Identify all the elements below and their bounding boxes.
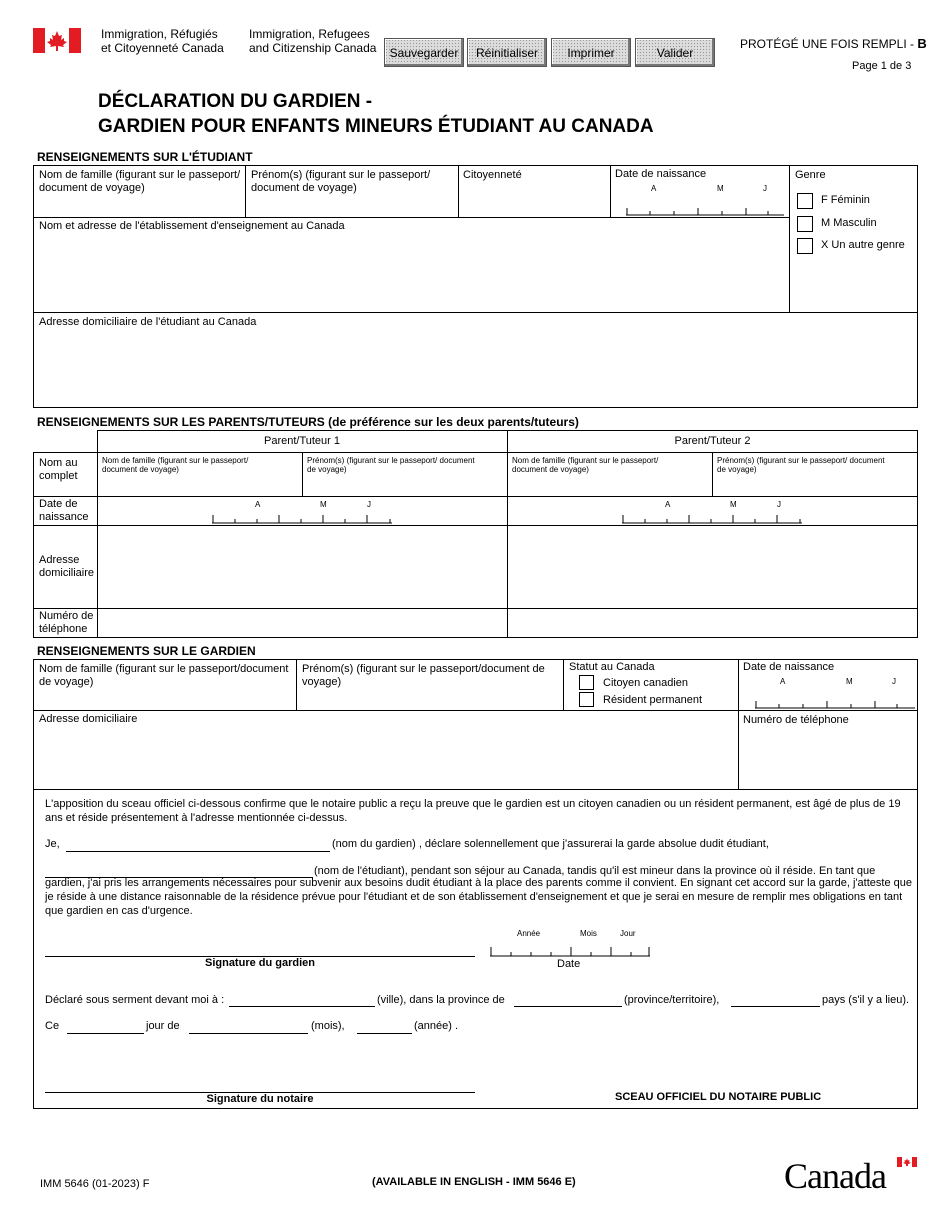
agency-en-line1: Immigration, Refugees bbox=[249, 27, 370, 41]
parent1-dob-day: J bbox=[367, 500, 371, 509]
guardian-name-hint: (nom du gardien) , déclare solennellement que j'assurerai la garde absolue dudit étudiant, bbox=[332, 838, 769, 850]
agency-fr-line2: et Citoyenneté Canada bbox=[101, 41, 224, 55]
student-citizenship-label: Citoyenneté bbox=[463, 169, 522, 181]
province-input[interactable] bbox=[514, 1006, 622, 1007]
protected-label bbox=[740, 36, 927, 52]
parent2-dob-month: M bbox=[730, 500, 737, 509]
parent2-dob-day: J bbox=[777, 500, 781, 509]
student-given-names-label: Prénom(s) (figurant sur le passeport/ document de voyage) bbox=[251, 169, 431, 194]
gender-female-checkbox[interactable] bbox=[797, 193, 813, 209]
parent2-family-name-label: Nom de famille (figurant sur le passeport/ document de voyage) bbox=[512, 456, 659, 474]
signature-date-month: Mois bbox=[580, 929, 597, 938]
form-title-line1: DÉCLARATION DU GARDIEN - bbox=[98, 91, 373, 112]
student-dob-label: Date de naissance bbox=[615, 168, 707, 180]
available-in-english: (AVAILABLE IN ENGLISH - IMM 5646 E) bbox=[372, 1176, 576, 1188]
parents-section-title: RENSEIGNEMENTS SUR LES PARENTS/TUTEURS (de préférence sur les deux parents/tuteurs) bbox=[37, 415, 579, 429]
student-home-address-label: Adresse domiciliaire de l'étudiant au Canada bbox=[39, 316, 257, 328]
canada-wordmark bbox=[784, 1156, 919, 1196]
guardian-dob-year: A bbox=[780, 677, 786, 686]
annee-hint: (année) . bbox=[414, 1020, 459, 1032]
guardian-dob-month: M bbox=[846, 677, 853, 686]
country-hint: pays (s'il y a lieu). bbox=[822, 994, 910, 1006]
student-school-label: Nom et adresse de l'établissement d'enseignement au Canada bbox=[39, 220, 345, 232]
student-section-title: RENSEIGNEMENTS SUR L'ÉTUDIANT bbox=[37, 150, 253, 164]
guardian-phone-label: Numéro de téléphone bbox=[743, 714, 849, 726]
jour-de-label: jour de bbox=[146, 1020, 180, 1032]
student-family-name-label: Nom de famille (figurant sur le passeport/ document de voyage) bbox=[39, 169, 241, 194]
wordmark-flag-icon bbox=[897, 1157, 917, 1167]
guardian-address-label: Adresse domiciliaire bbox=[39, 713, 138, 725]
parents-table bbox=[33, 452, 918, 638]
page-number: Page 1 de 3 bbox=[852, 60, 912, 72]
signature-date-year: Année bbox=[517, 929, 541, 938]
student-gender-label: Genre bbox=[795, 169, 826, 181]
form-number: IMM 5646 (01-2023) F bbox=[40, 1178, 150, 1190]
guardian-dob-input[interactable] bbox=[755, 697, 915, 709]
parent1-header: Parent/Tuteur 1 bbox=[263, 435, 341, 447]
parents-dob-label: Date de naissance bbox=[39, 498, 89, 523]
parents-full-name-label: Nom au complet bbox=[39, 457, 78, 482]
form-title-line2: GARDIEN POUR ENFANTS MINEURS ÉTUDIANT AU CANADA bbox=[98, 116, 654, 137]
guardian-dob-day: J bbox=[892, 677, 896, 686]
day-input[interactable] bbox=[67, 1033, 144, 1034]
parent2-dob-year: A bbox=[665, 500, 671, 509]
signature-date-day: Jour bbox=[620, 929, 636, 938]
agency-fr-line1: Immigration, Réfugiés bbox=[101, 27, 218, 41]
canada-wordmark-text: Canada bbox=[784, 1156, 886, 1196]
parent2-header: Parent/Tuteur 2 bbox=[674, 435, 751, 447]
parent1-dob-month: M bbox=[320, 500, 327, 509]
gender-male-checkbox[interactable] bbox=[797, 216, 813, 232]
print-button[interactable]: Imprimer bbox=[551, 38, 631, 67]
parent1-given-names-label: Prénom(s) (figurant sur le passeport/ document de voyage) bbox=[307, 456, 475, 474]
gender-male-label: M Masculin bbox=[821, 217, 877, 229]
protected-level: B bbox=[917, 36, 927, 51]
gender-other-label: X Un autre genre bbox=[821, 239, 905, 251]
parents-address-label: Adresse domiciliaire bbox=[39, 554, 95, 579]
notary-seal-caption: SCEAU OFFICIEL DU NOTAIRE PUBLIC bbox=[615, 1091, 822, 1103]
student-name-hint: (nom de l'étudiant), pendant son séjour au Canada, tandis qu'il est mineur dans la province où il réside. En tant que bbox=[314, 865, 876, 877]
parents-phone-label: Numéro de téléphone bbox=[39, 610, 94, 635]
parent1-dob-input[interactable] bbox=[212, 512, 392, 524]
permanent-resident-checkbox[interactable] bbox=[579, 692, 594, 707]
guardian-family-name-label: Nom de famille (figurant sur le passeport/document de voyage) bbox=[39, 663, 289, 688]
gender-other-checkbox[interactable] bbox=[797, 238, 813, 254]
save-button[interactable]: Sauvegarder bbox=[384, 38, 464, 67]
gender-female-label: F Féminin bbox=[821, 194, 870, 206]
protected-text: PROTÉGÉ UNE FOIS REMPLI - bbox=[740, 37, 918, 51]
province-hint: (province/territoire), bbox=[624, 994, 720, 1006]
validate-button[interactable]: Valider bbox=[635, 38, 715, 67]
notary-signature-caption: Signature du notaire bbox=[206, 1093, 314, 1105]
declaration-paragraph: gardien, j'ai pris les arrangements nécessaires pour subvenir aux besoins dudit étudiant à la place des parents comme il convient. En signant cet accord sur la garde, j'atteste que je réside à une distance raisonnable de la résidence prévue pour l'étudiant et de son établissement d'enseignement et que je serai en mesure de remplir mes obligations en tant que gardien en cas d'urgence. bbox=[45, 877, 912, 917]
signature-date-input[interactable] bbox=[490, 943, 650, 957]
citizen-label: Citoyen canadien bbox=[603, 677, 689, 689]
parent1-family-name-label: Nom de famille (figurant sur le passeport/ document de voyage) bbox=[102, 456, 249, 474]
mois-hint: (mois), bbox=[311, 1020, 345, 1032]
citizen-checkbox[interactable] bbox=[579, 675, 594, 690]
month-input[interactable] bbox=[189, 1033, 308, 1034]
declaration-je: Je, bbox=[45, 838, 60, 850]
student-dob-day: J bbox=[763, 184, 767, 193]
guardian-name-input[interactable] bbox=[66, 851, 330, 852]
parent1-dob-year: A bbox=[255, 500, 261, 509]
guardian-section-title: RENSEIGNEMENTS SUR LE GARDIEN bbox=[37, 644, 256, 658]
student-dob-input[interactable] bbox=[626, 204, 784, 216]
city-input[interactable] bbox=[229, 1006, 375, 1007]
student-section-box bbox=[33, 165, 918, 408]
permanent-resident-label: Résident permanent bbox=[603, 694, 703, 706]
ce-label: Ce bbox=[45, 1020, 60, 1032]
date-caption: Date bbox=[557, 958, 581, 970]
year-input[interactable] bbox=[357, 1033, 412, 1034]
student-dob-year: A bbox=[651, 184, 657, 193]
parent2-given-names-label: Prénom(s) (figurant sur le passeport/ document de voyage) bbox=[717, 456, 885, 474]
student-dob-month: M bbox=[717, 184, 724, 193]
canada-flag-icon bbox=[33, 28, 81, 53]
guardian-given-names-label: Prénom(s) (figurant sur le passeport/document de voyage) bbox=[302, 663, 545, 688]
seal-confirmation-text: L'apposition du sceau officiel ci-dessous confirme que le notaire public a reçu la preuve que le gardien est un citoyen canadien ou un résident permanent, est âgé de plus de 19 ans et réside présentement à l'adresse mentionnée ci-dessus. bbox=[45, 798, 901, 824]
parent2-dob-input[interactable] bbox=[622, 512, 802, 524]
agency-en-line2: and Citizenship Canada bbox=[249, 41, 377, 55]
city-hint: (ville), dans la province de bbox=[377, 994, 505, 1006]
guardian-signature-caption: Signature du gardien bbox=[204, 957, 315, 969]
guardian-status-label: Statut au Canada bbox=[569, 661, 655, 673]
guardian-dob-label: Date de naissance bbox=[743, 661, 835, 673]
sworn-before-label: Déclaré sous serment devant moi à : bbox=[45, 994, 225, 1006]
country-input[interactable] bbox=[731, 1006, 820, 1007]
reset-button[interactable]: Réinitialiser bbox=[467, 38, 547, 67]
